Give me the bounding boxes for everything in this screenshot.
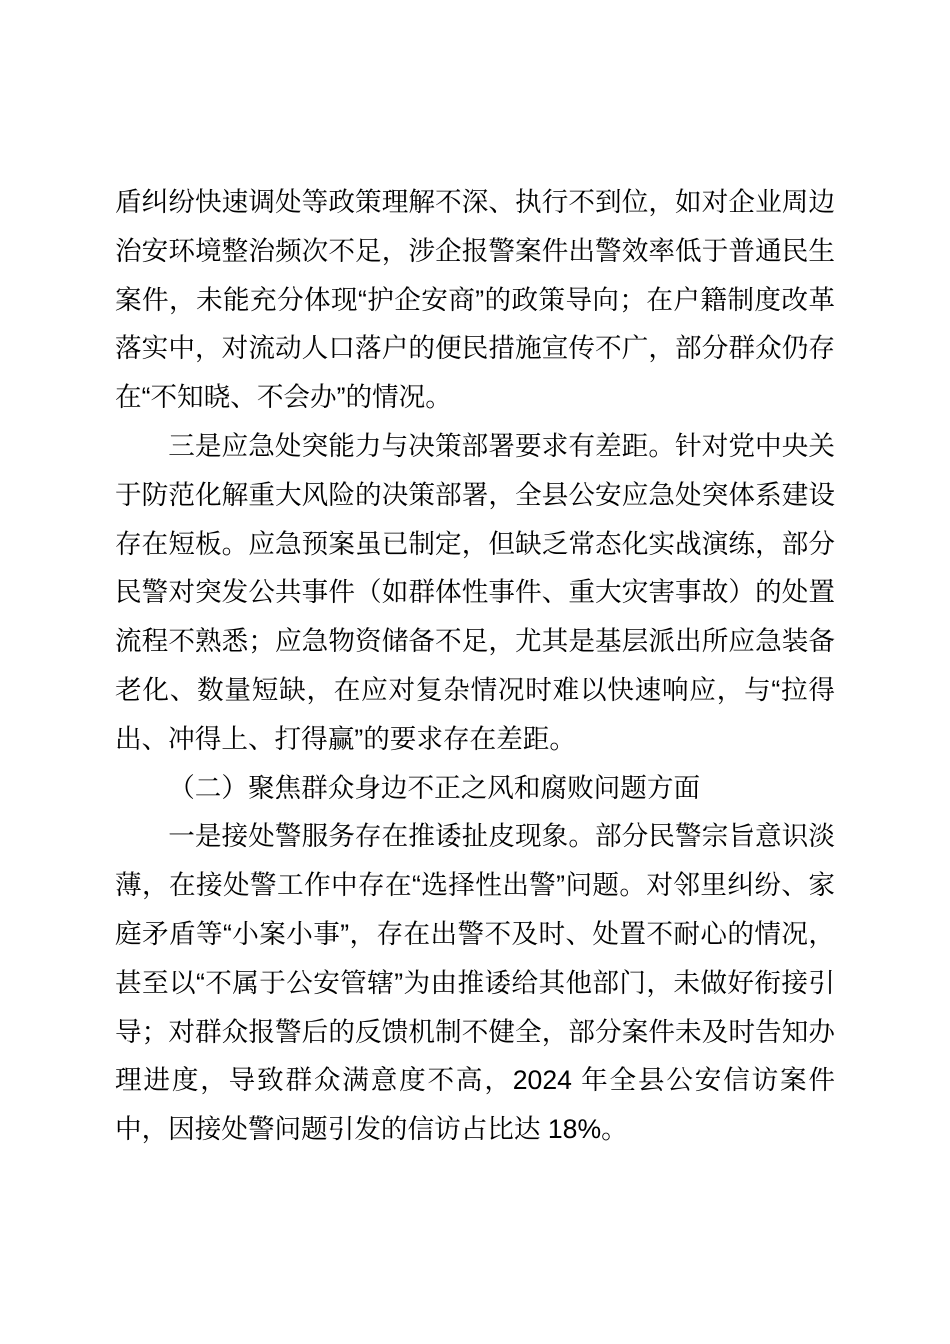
paragraph-point-three: 三是应急处突能力与决策部署要求有差距。针对党中央关于防范化解重大风险的决策部署，全县公安应急处突体系建设存在短板。应急预案虽已制定，但缺乏常态化实战演练，部分民警对突发公共事件（如群体性事件、重大灾害事故）的处置流程不熟悉；应急物资储备不足，尤其是基层派出所应急装备老化、数量短缺，在应对复杂情况时难以快速响应，与“拉得出、冲得上、打得赢”的要求存在差距。 [115, 430, 835, 754]
paragraph-continuation: 盾纠纷快速调处等政策理解不深、执行不到位，如对企业周边治安环境整治频次不足，涉企报警案件出警效率低于普通民生案件，未能充分体现“护企安商”的政策导向；在户籍制度改革落实中，对流动人口落户的便民措施宣传不广，部分群众仍存在“不知晓、不会办”的情况。 [115, 187, 835, 413]
section-heading-two: （二）聚焦群众身边不正之风和腐败问题方面 [168, 772, 701, 803]
paragraph-point-one: 一是接处警服务存在推诿扯皮现象。部分民警宗旨意识淡薄，在接处警工作中存在“选择性出警”问题。对邻里纠纷、家庭矛盾等“小案小事”，存在出警不及时、处置不耐心的情况，甚至以“不属于公安管辖”为由推诿给其他部门，未做好衔接引导；对群众报警后的反馈机制不健全，部分案件未及时告知办理进度，导致群众满意度不高，2024 年全县公安信访案件中，因接处警问题引发的信访占比达 18%。 [115, 821, 835, 1145]
